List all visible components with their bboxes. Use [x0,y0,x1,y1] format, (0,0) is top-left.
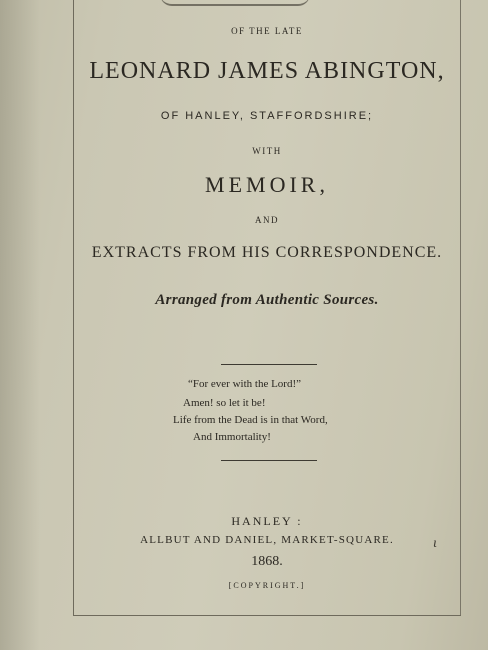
subject-name: LEONARD JAMES ABINGTON, [89,58,445,84]
imprint-year: 1868. [251,554,283,569]
epigraph-line-1: “For ever with the Lord!” [188,378,302,390]
lower-divider [221,460,317,461]
imprint-publisher: ALLBUT AND DANIEL, MARKET-SQUARE. [140,534,394,546]
extracts-heading: EXTRACTS FROM HIS CORRESPONDENCE. [91,244,443,261]
epigraph-line-3: Life from the Dead is in that Word, [173,414,328,426]
with-text: WITH [252,146,282,156]
page-border-bottom [73,615,461,616]
and-text: AND [255,215,279,225]
upper-divider [221,364,317,365]
copyright-notice: [COPYRIGHT.] [228,581,306,590]
imprint-place: HANLEY : [231,514,303,528]
arranged-subtitle: Arranged from Authentic Sources. [155,292,379,308]
of-the-late-text: OF THE LATE [231,26,303,36]
cropped-heading-fragment [160,0,310,6]
epigraph-line-2: Amen! so let it be! [183,397,266,409]
subject-place: OF HANLEY, STAFFORDSHIRE; [160,110,374,122]
memoir-heading: MEMOIR, [205,172,329,197]
epigraph-line-4: And Immortality! [193,431,271,443]
page-edge-shadow [0,0,40,650]
pencil-mark: ɩ [433,536,437,551]
